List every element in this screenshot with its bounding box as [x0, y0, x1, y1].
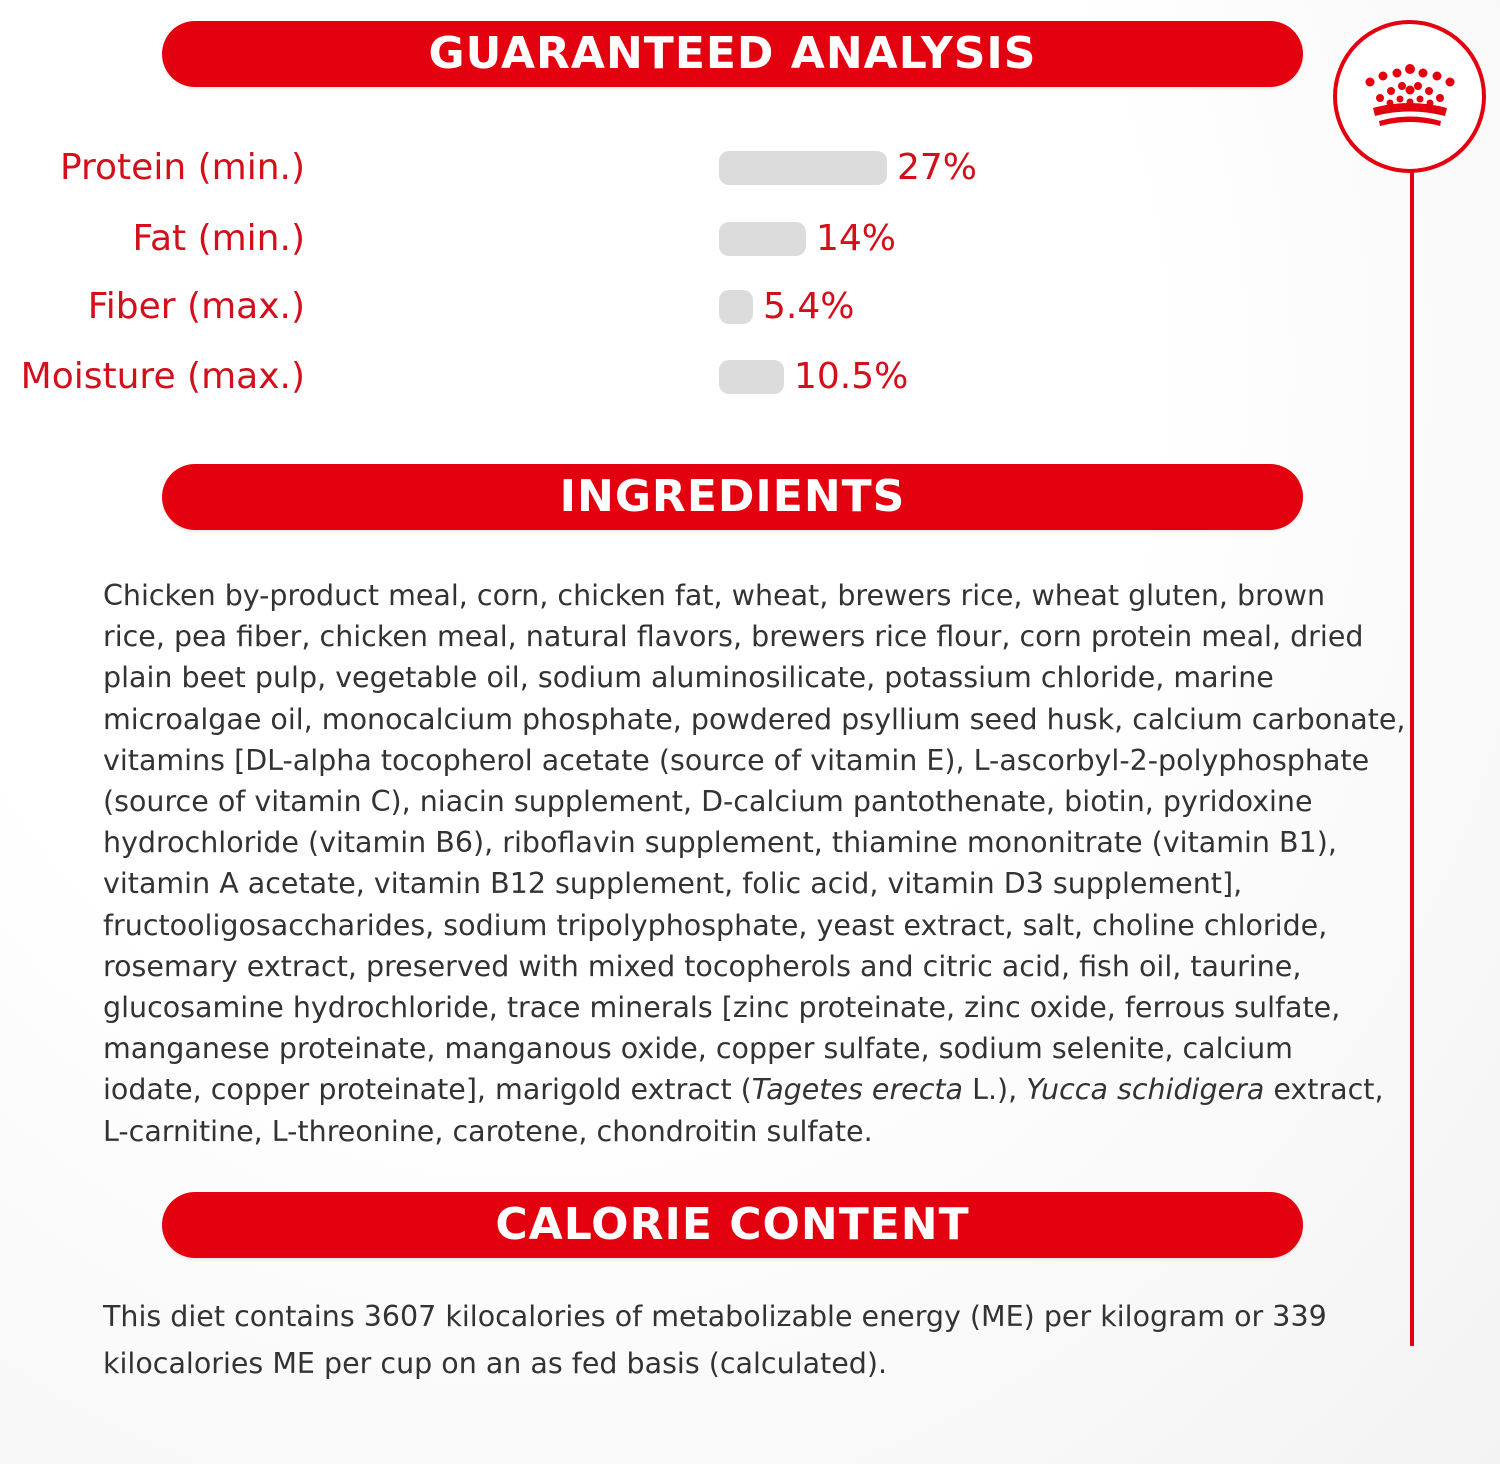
- guaranteed-analysis-banner: GUARANTEED ANALYSIS: [162, 21, 1303, 87]
- ingredients-text-run: iodate, copper proteinate], marigold extract (: [103, 1073, 752, 1107]
- calorie-content-banner: CALORIE CONTENT: [162, 1192, 1303, 1258]
- analysis-value: 27%: [897, 147, 978, 188]
- ingredients-line: hydrochloride (vitamin B6), riboflavin supplement, thiamine mononitrate (vitamin B1),: [103, 826, 1337, 860]
- analysis-bar: [719, 360, 784, 394]
- analysis-row-moisture: [0, 352, 1100, 402]
- ingredients-italic-run: Yucca schidigera: [1026, 1073, 1265, 1107]
- ingredients-line: glucosamine hydrochloride, trace minerals [zinc proteinate, zinc oxide, ferrous sulfate,: [103, 991, 1341, 1025]
- analysis-value: 14%: [816, 218, 897, 259]
- calorie-line: This diet contains 3607 kilocalories of metabolizable energy (ME) per kilogram or 339: [103, 1300, 1327, 1333]
- analysis-label: Fiber (max.): [87, 286, 305, 327]
- calorie-line: kilocalories ME per cup on an as fed basis (calculated).: [103, 1347, 888, 1380]
- ingredients-line: rice, pea fiber, chicken meal, natural flavors, brewers rice flour, corn protein meal, dried: [103, 620, 1364, 654]
- ingredients-line: vitamins [DL-alpha tocopherol acetate (source of vitamin E), L-ascorbyl-2-polyphosphate: [103, 743, 1370, 777]
- ingredients-line: plain beet pulp, vegetable oil, sodium aluminosilicate, potassium chloride, marine: [103, 661, 1274, 695]
- ingredients-italic-run: Tagetes erecta: [751, 1073, 964, 1107]
- ingredients-line: manganese proteinate, manganous oxide, copper sulfate, sodium selenite, calcium: [103, 1032, 1293, 1066]
- ingredients-line: L-carnitine, L-threonine, carotene, chondroitin sulfate.: [103, 1114, 873, 1148]
- ingredients-line: Chicken by-product meal, corn, chicken fat, wheat, brewers rice, wheat gluten, brown: [103, 579, 1326, 612]
- analysis-row-protein: [0, 143, 1100, 193]
- brand-logo-circle: [1333, 20, 1486, 173]
- analysis-bar: [719, 222, 806, 256]
- ingredients-text: [103, 575, 1406, 1152]
- analysis-value: 10.5%: [794, 356, 909, 397]
- ingredients-line: vitamin A acetate, vitamin B12 supplement, folic acid, vitamin D3 supplement],: [103, 867, 1243, 901]
- ingredients-line: microalgae oil, monocalcium phosphate, powdered psyllium seed husk, calcium carbonate,: [103, 702, 1406, 736]
- analysis-label: Moisture (max.): [20, 356, 305, 397]
- calorie-content-text: [103, 1293, 1393, 1387]
- analysis-value: 5.4%: [763, 286, 855, 327]
- ingredients-line: [103, 1069, 1393, 1110]
- analysis-label: Protein (min.): [59, 147, 305, 188]
- ingredients-text-run: L.),: [963, 1073, 1027, 1107]
- analysis-row-fat: [0, 214, 1100, 264]
- royal-crown-icon: [1361, 64, 1466, 134]
- ingredients-line: (source of vitamin C), niacin supplement, D-calcium pantothenate, biotin, pyridoxine: [103, 785, 1313, 819]
- ingredients-text-run: extract,: [1264, 1073, 1384, 1107]
- ingredients-line: rosemary extract, preserved with mixed tocopherols and citric acid, fish oil, taurine,: [103, 949, 1302, 983]
- analysis-bar: [719, 151, 887, 185]
- analysis-label: Fat (min.): [132, 218, 305, 259]
- ingredients-line: fructooligosaccharides, sodium tripolyphosphate, yeast extract, salt, choline chloride,: [103, 908, 1328, 942]
- brand-vertical-line: [1410, 170, 1414, 1346]
- analysis-bar: [719, 290, 753, 324]
- analysis-row-fiber: [0, 282, 1100, 332]
- ingredients-banner: INGREDIENTS: [162, 464, 1303, 530]
